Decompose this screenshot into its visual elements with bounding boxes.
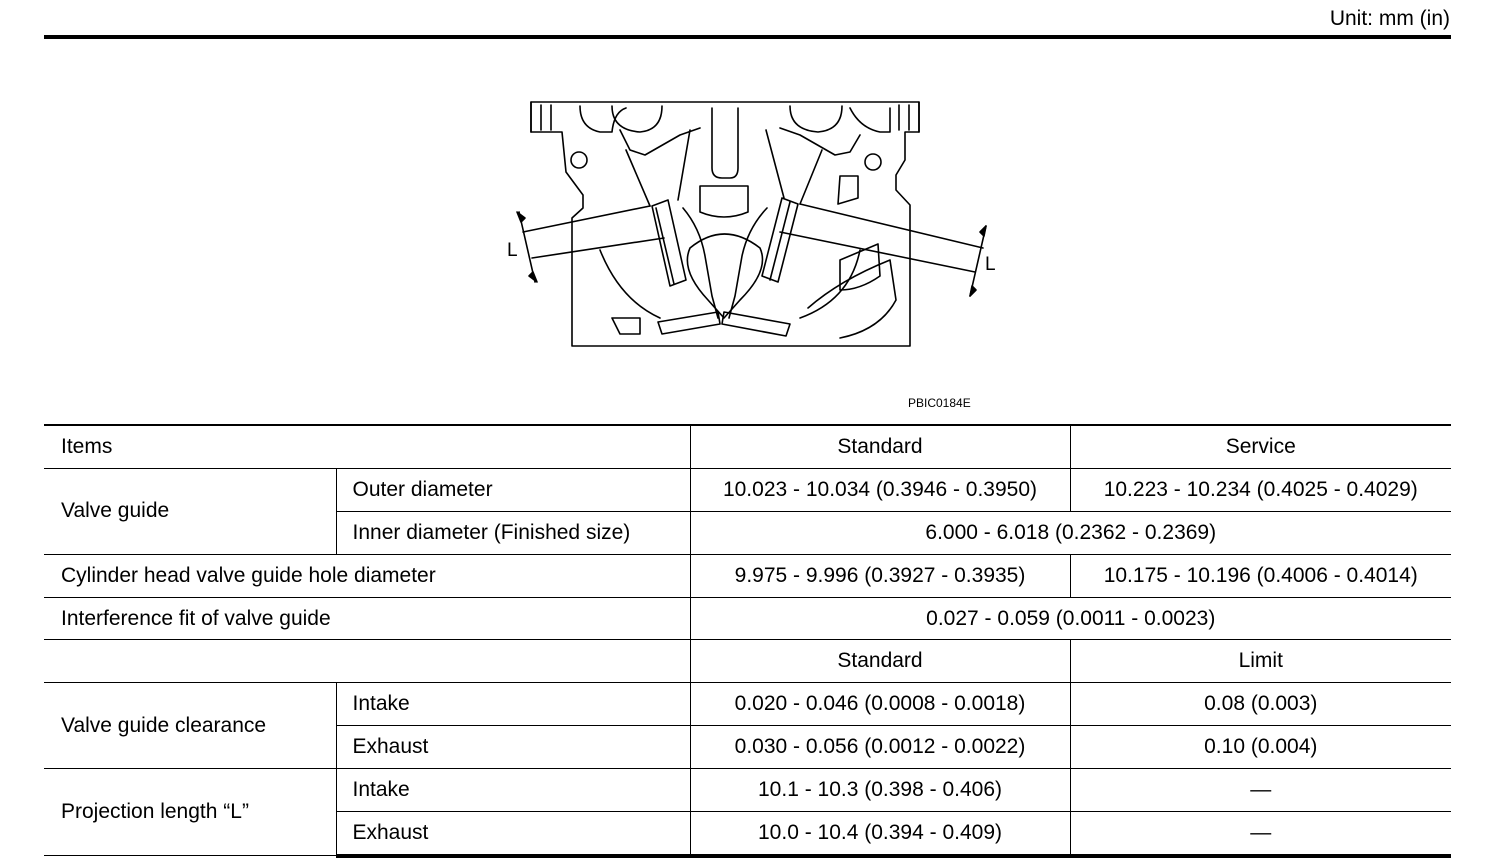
projection-exhaust-standard: 10.0 - 10.4 (0.394 - 0.409) bbox=[690, 812, 1070, 856]
dimension-label-right: L bbox=[985, 254, 996, 275]
valve-guide-right bbox=[762, 130, 822, 282]
table-subheader-row bbox=[44, 640, 1451, 683]
projection-intake-standard: 10.1 - 10.3 (0.398 - 0.406) bbox=[690, 769, 1070, 812]
table-header-row bbox=[44, 425, 1451, 468]
top-rule bbox=[44, 35, 1451, 39]
figure-code: PBIC0184E bbox=[908, 396, 971, 410]
table-row bbox=[44, 769, 1451, 812]
valve-guide-label: Valve guide bbox=[44, 468, 336, 554]
hole-diameter-service: 10.175 - 10.196 (0.4006 - 0.4014) bbox=[1070, 554, 1451, 597]
upper-features bbox=[571, 106, 890, 217]
clearance-exhaust-limit: 0.10 (0.004) bbox=[1070, 726, 1451, 769]
table-row bbox=[44, 597, 1451, 640]
projection-exhaust-label: Exhaust bbox=[336, 812, 690, 856]
table-row bbox=[44, 554, 1451, 597]
head-outline bbox=[531, 102, 919, 346]
valve-guide-left bbox=[626, 130, 690, 286]
clearance-exhaust-label: Exhaust bbox=[336, 726, 690, 769]
outer-diameter-standard: 10.023 - 10.034 (0.3946 - 0.3950) bbox=[690, 468, 1070, 511]
clearance-intake-standard: 0.020 - 0.046 (0.0008 - 0.0018) bbox=[690, 683, 1070, 726]
unit-label: Unit: mm (in) bbox=[1329, 7, 1450, 30]
clearance-intake-limit: 0.08 (0.003) bbox=[1070, 683, 1451, 726]
projection-intake-limit: — bbox=[1070, 769, 1451, 812]
table-row bbox=[44, 683, 1451, 726]
projection-exhaust-limit: — bbox=[1070, 812, 1451, 856]
specification-table bbox=[44, 424, 1451, 858]
interference-label: Interference fit of valve guide bbox=[44, 597, 690, 640]
clearance-label: Valve guide clearance bbox=[44, 683, 336, 769]
inner-diameter-value: 6.000 - 6.018 (0.2362 - 0.2369) bbox=[690, 511, 1451, 554]
header-standard: Standard bbox=[690, 425, 1070, 468]
outer-diameter-label: Outer diameter bbox=[336, 468, 690, 511]
clearance-exhaust-standard: 0.030 - 0.056 (0.0012 - 0.0022) bbox=[690, 726, 1070, 769]
dimension-label-left: L bbox=[507, 240, 518, 261]
subheader-standard: Standard bbox=[690, 640, 1070, 683]
header-items: Items bbox=[44, 425, 690, 468]
header-service: Service bbox=[1070, 425, 1451, 468]
cavity-lines bbox=[600, 128, 896, 338]
dimension-lines bbox=[517, 204, 986, 296]
table-row bbox=[44, 468, 1451, 511]
projection-label: Projection length “L” bbox=[44, 769, 336, 856]
subheader-blank bbox=[44, 640, 690, 683]
hole-diameter-standard: 9.975 - 9.996 (0.3927 - 0.3935) bbox=[690, 554, 1070, 597]
interference-value: 0.027 - 0.059 (0.0011 - 0.0023) bbox=[690, 597, 1451, 640]
cylinder-head-diagram bbox=[500, 96, 1000, 352]
subheader-limit: Limit bbox=[1070, 640, 1451, 683]
outer-diameter-service: 10.223 - 10.234 (0.4025 - 0.4029) bbox=[1070, 468, 1451, 511]
clearance-intake-label: Intake bbox=[336, 683, 690, 726]
inner-diameter-label: Inner diameter (Finished size) bbox=[336, 511, 690, 554]
hole-diameter-label: Cylinder head valve guide hole diameter bbox=[44, 554, 690, 597]
projection-intake-label: Intake bbox=[336, 769, 690, 812]
